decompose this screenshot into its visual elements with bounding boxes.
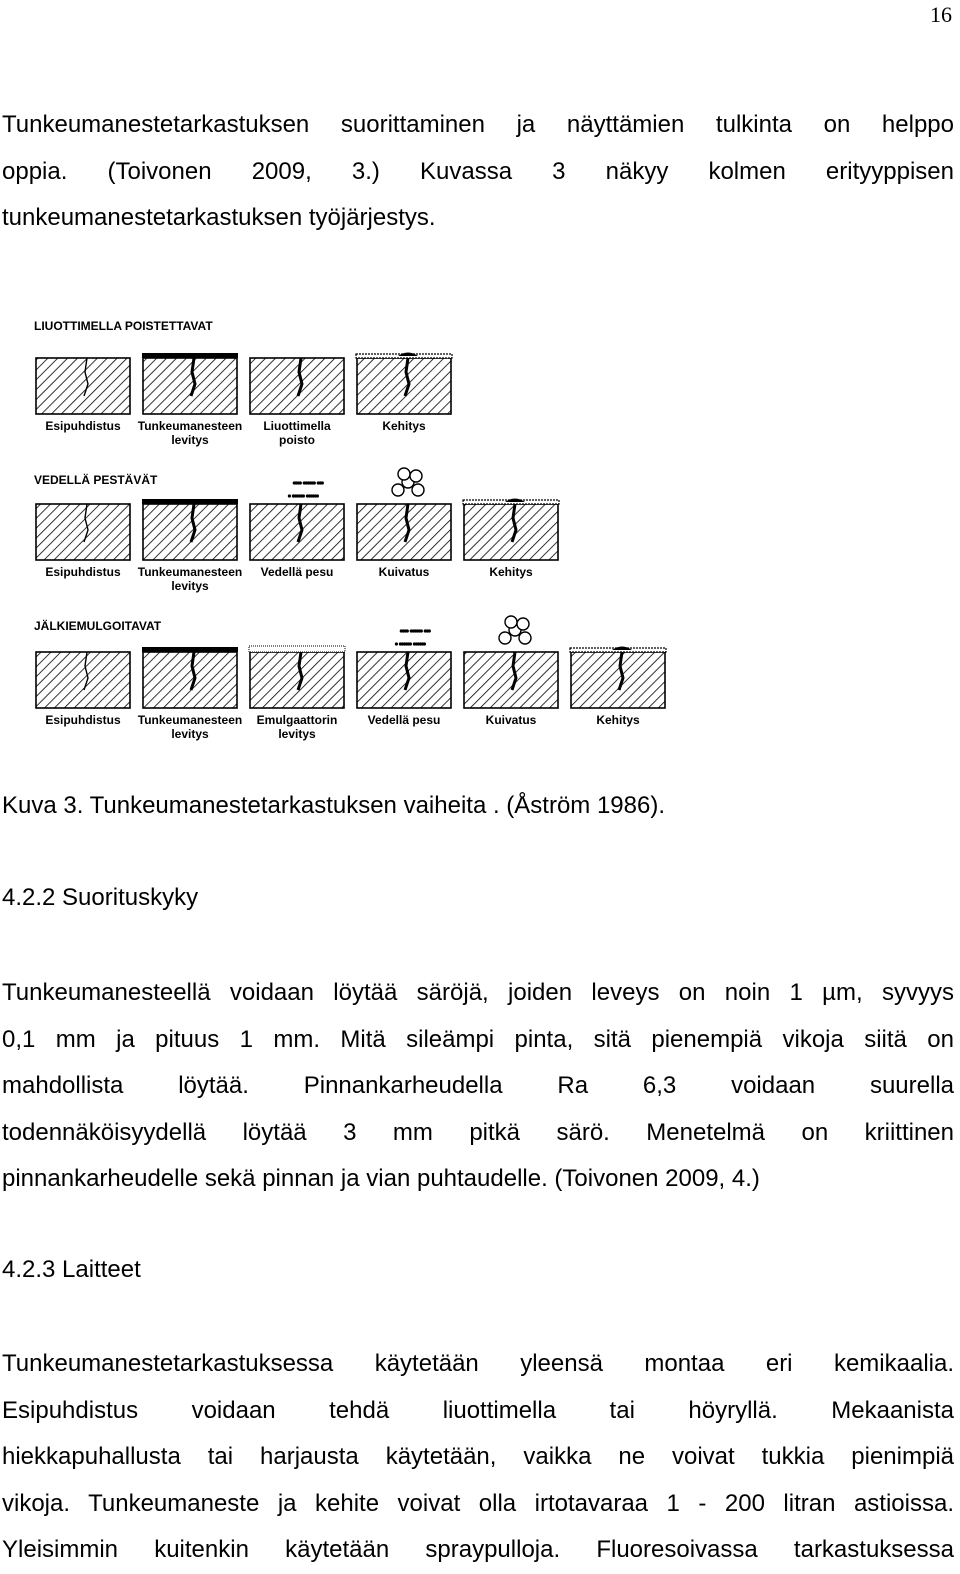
specimen-block <box>36 652 130 708</box>
step-label: Tunkeumanesteen <box>137 419 243 433</box>
paragraph-line: Esipuhdistus voidaan tehdä liuottimella tai höyryllä. Mekaanista <box>2 1396 954 1424</box>
figure-row <box>34 616 666 741</box>
specimen-block <box>143 504 237 560</box>
specimen-block <box>36 504 130 560</box>
specimen-block <box>357 504 451 560</box>
performance-paragraph <box>2 970 954 1203</box>
figure-penetrant-stages <box>30 316 670 756</box>
air-puff <box>398 468 410 480</box>
air-puff <box>412 484 424 496</box>
figure-row-heading: VEDELLÄ PESTÄVÄT <box>34 473 158 487</box>
air-puff <box>505 616 517 628</box>
step-label: Esipuhdistus <box>45 565 121 579</box>
step-label-second-line: levitys <box>171 727 209 741</box>
specimen-block <box>357 652 451 708</box>
equipment-paragraph <box>2 1341 954 1574</box>
water-drop <box>293 481 296 484</box>
step-label: Liuottimella <box>263 419 331 433</box>
figure-row-heading: JÄLKIEMULGOITAVAT <box>34 619 162 633</box>
step-label: Esipuhdistus <box>45 713 121 727</box>
figure-row <box>34 468 559 593</box>
specimen-block <box>143 652 237 708</box>
step-label-second-line: levitys <box>278 727 316 741</box>
intro-line: tunkeumanestetarkastuksen työjärjestys. <box>2 204 436 231</box>
water-drop <box>288 494 291 497</box>
emulsifier-layer <box>249 646 345 652</box>
specimen-block <box>357 358 451 414</box>
specimen-block <box>571 652 665 708</box>
air-puff <box>410 470 422 482</box>
specimen-block <box>250 504 344 560</box>
paragraph-line: Tunkeumanestetarkastuksessa käytetään yleensä montaa eri kemikaalia. <box>2 1350 954 1377</box>
step-label-second-line: levitys <box>171 579 209 593</box>
penetrant-layer <box>142 499 238 504</box>
paragraph-line: todennäköisyydellä löytää 3 mm pitkä särö. Menetelmä on kriittinen <box>2 1118 954 1146</box>
step-label-second-line: poisto <box>279 433 315 447</box>
paragraph-line: mahdollista löytää. Pinnankarheudella Ra 6,3 voidaan suurella <box>2 1072 954 1099</box>
figure-caption: Kuva 3. Tunkeumanestetarkastuksen vaiheita . (Åström 1986). <box>2 792 666 819</box>
step-label: Vedellä pesu <box>367 713 441 727</box>
water-drop <box>413 642 416 645</box>
air-puff <box>519 632 531 644</box>
specimen-block <box>36 358 130 414</box>
paragraph-line: Yleisimmin kuitenkin käytetään spraypulloja. Fluoresoivassa tarkastuksessa <box>2 1536 954 1563</box>
step-label: Tunkeumanesteen <box>137 713 243 727</box>
step-label: Kehitys <box>382 419 426 433</box>
air-puff <box>499 632 511 644</box>
step-label: Kuivatus <box>378 565 430 579</box>
penetrant-layer <box>142 647 238 652</box>
paragraph-line: hiekkapuhallusta tai harjausta käytetään, vaikka ne voivat tukkia pienimpiä <box>2 1443 954 1470</box>
section-heading-equipment: 4.2.3 Laitteet <box>2 1256 141 1283</box>
page-number: 16 <box>930 2 952 27</box>
figure-row <box>34 319 452 447</box>
indication <box>505 499 525 503</box>
indication <box>398 353 418 357</box>
step-label: Tunkeumanesteen <box>137 565 243 579</box>
water-drop <box>410 629 413 632</box>
intro-line: Tunkeumanestetarkastuksen suorittaminen ja näyttämien tulkinta on helppo <box>2 111 954 138</box>
specimen-block <box>143 358 237 414</box>
paragraph-line: vikoja. Tunkeumaneste ja kehite voivat olla irtotavaraa 1 - 200 litran astioissa. <box>2 1489 954 1517</box>
water-drop <box>306 494 309 497</box>
intro-line: oppia. (Toivonen 2009, 3.) Kuvassa 3 näkyy kolmen erityyppisen <box>2 157 954 185</box>
air-puff <box>517 618 529 630</box>
figure-row-heading: LIUOTTIMELLA POISTETTAVAT <box>34 319 213 333</box>
step-label: Vedellä pesu <box>260 565 334 579</box>
section-heading-performance: 4.2.2 Suorituskyky <box>2 884 199 911</box>
water-drop <box>395 642 398 645</box>
penetrant-layer <box>142 353 238 358</box>
step-label: Kuivatus <box>485 713 537 727</box>
specimen-block <box>464 504 558 560</box>
specimen-block <box>250 652 344 708</box>
paragraph-line: Tunkeumanesteellä voidaan löytää säröjä, joiden leveys on noin 1 µm, syvyys <box>2 979 954 1006</box>
step-label-second-line: levitys <box>171 433 209 447</box>
indication <box>612 647 632 651</box>
figure-drawing <box>30 316 670 756</box>
step-label: Kehitys <box>596 713 640 727</box>
water-drop <box>292 494 295 497</box>
step-label: Esipuhdistus <box>45 419 121 433</box>
water-drop <box>303 481 306 484</box>
water-drop <box>424 629 427 632</box>
water-drop <box>399 642 402 645</box>
air-puff <box>392 484 404 496</box>
step-label: Emulgaattorin <box>256 713 338 727</box>
water-drop <box>400 629 403 632</box>
paragraph-line: 0,1 mm ja pituus 1 mm. Mitä sileämpi pinta, sitä pienempiä vikoja siitä on <box>2 1025 954 1053</box>
step-label: Kehitys <box>489 565 533 579</box>
specimen-block <box>464 652 558 708</box>
specimen-block <box>250 358 344 414</box>
intro-paragraph <box>2 102 954 242</box>
paragraph-line: pinnankarheudelle sekä pinnan ja vian puhtaudelle. (Toivonen 2009, 4.) <box>2 1165 760 1192</box>
water-drop <box>317 481 320 484</box>
